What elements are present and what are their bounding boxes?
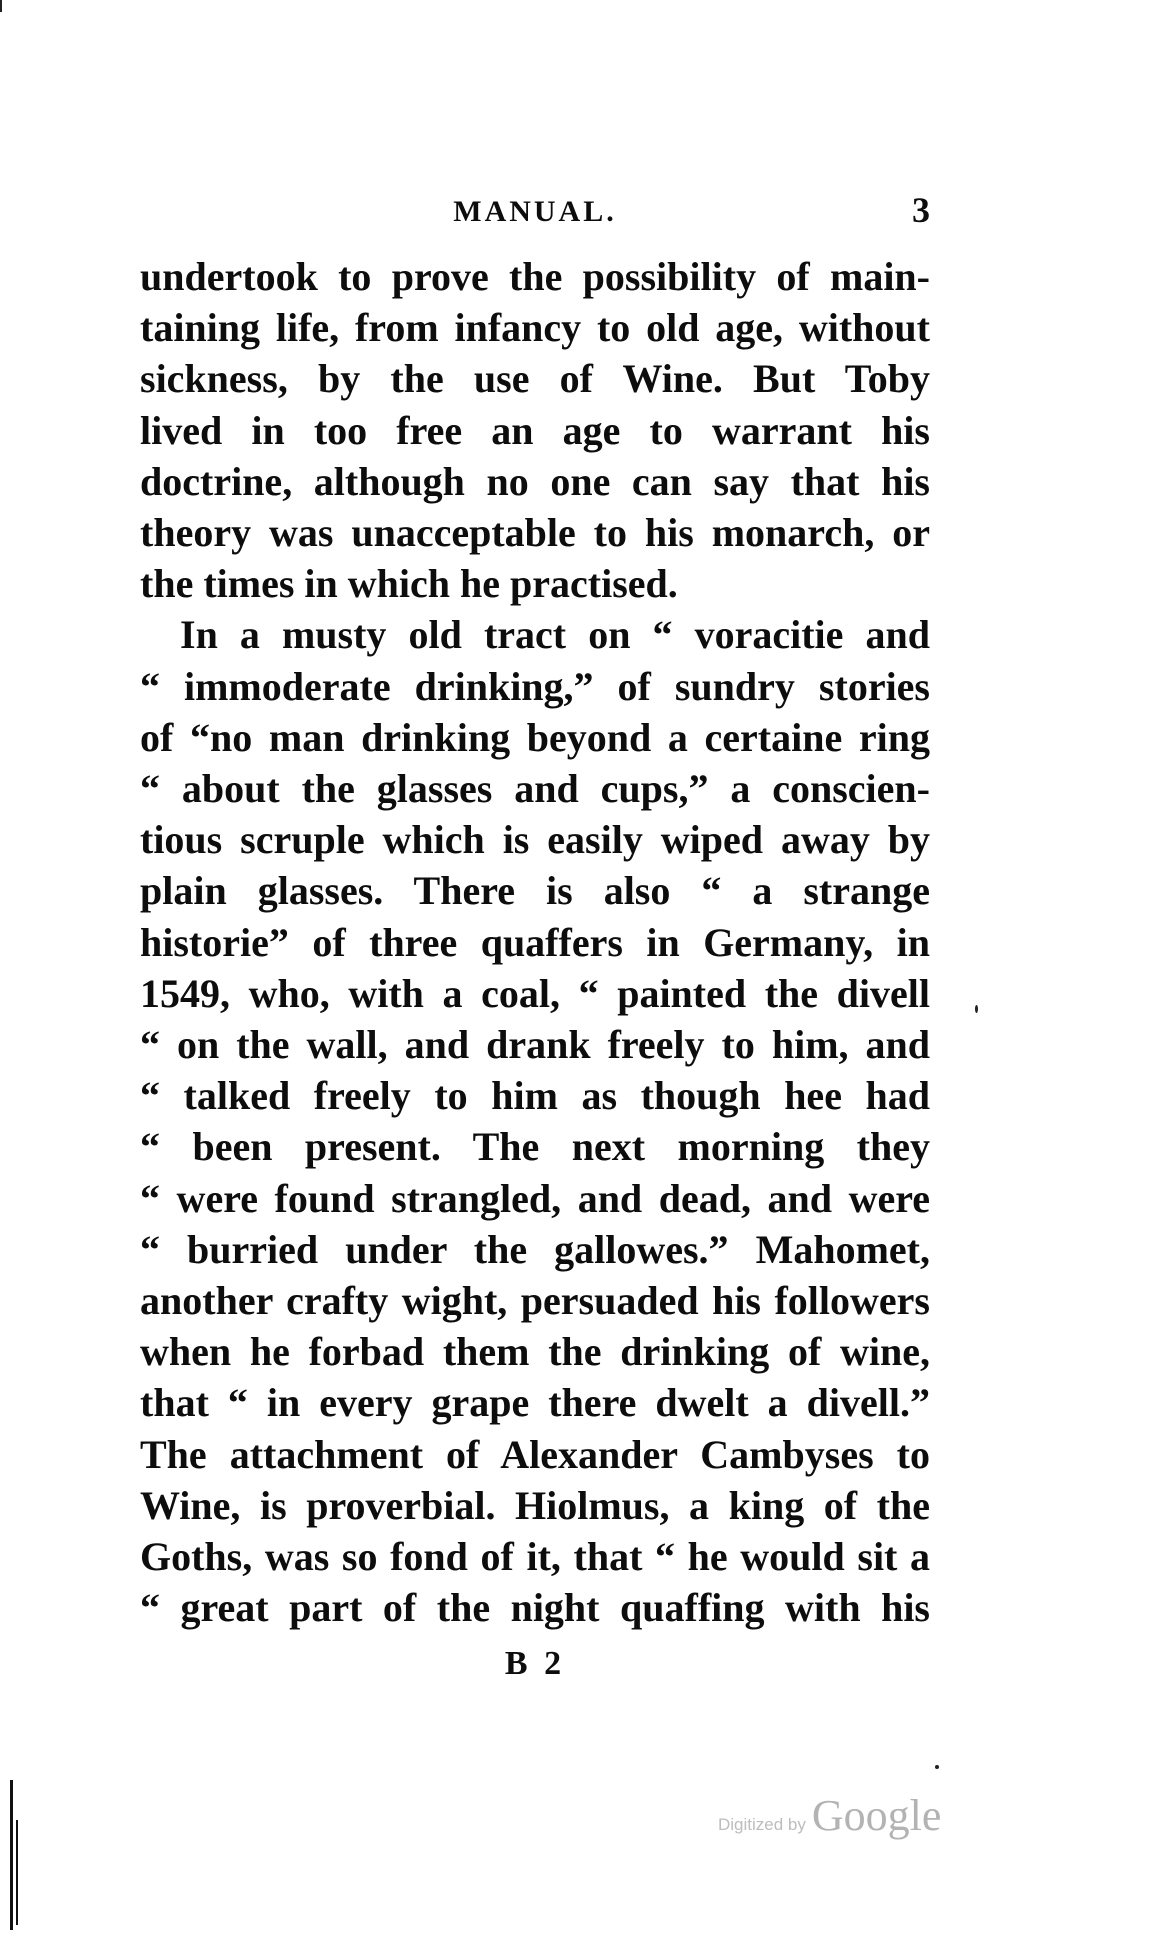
text-line: lived in too free an age to warrant his (140, 407, 930, 453)
text-line: “ burried under the gallowes.” Mahomet, (140, 1226, 930, 1272)
text-line: “ been present. The next morning they (140, 1124, 930, 1170)
text-line: Goths, was so fond of it, that “ he would sit a (140, 1534, 930, 1580)
text-line: taining life, from infancy to old age, without (140, 305, 930, 351)
digitized-watermark (718, 1790, 941, 1841)
text-line: sickness, by the use of Wine. But Toby (140, 356, 930, 402)
text-line: The attachment of Alexander Cambyses to (140, 1431, 930, 1477)
text-line: Wine, is proverbial. Hiolmus, a king of the (140, 1482, 930, 1528)
running-head-title: MANUAL. (453, 195, 617, 228)
text-line: “ great part of the night quaffing with his (140, 1585, 930, 1631)
text-line: the times in which he practised. (140, 561, 678, 607)
scan-edge-mark (16, 1820, 18, 1925)
google-logo: Google (811, 1791, 942, 1840)
text-line: historie” of three quaffers in Germany, in (140, 919, 930, 965)
scan-edge-mark (0, 0, 2, 12)
text-line: that “ in every grape there dwelt a divell.” (140, 1380, 930, 1426)
text-line: “ about the glasses and cups,” a conscien- (140, 766, 930, 812)
text-line: another crafty wight, persuaded his followers (140, 1278, 930, 1324)
text-line: 1549, who, with a coal, “ painted the divell (140, 970, 930, 1016)
text-line: when he forbad them the drinking of wine, (140, 1329, 930, 1375)
scan-speck (975, 1005, 978, 1013)
text-line: of “no man drinking beyond a certaine ring (140, 714, 930, 760)
text-line: plain glasses. There is also “ a strange (140, 868, 930, 914)
text-line: “ talked freely to him as though hee had (140, 1073, 930, 1119)
text-line: theory was unacceptable to his monarch, or (140, 510, 930, 556)
text-line: “ were found strangled, and dead, and were (140, 1175, 930, 1221)
text-line: undertook to prove the possibility of main- (140, 254, 930, 299)
page-number: 3 (912, 190, 930, 230)
paragraph-2 (140, 609, 930, 1633)
text-line: In a musty old tract on “ voracitie and (180, 612, 930, 658)
watermark-prefix: Digitized by (718, 1815, 806, 1834)
text-line: tious scruple which is easily wiped away by (140, 817, 930, 863)
text-line: “ on the wall, and drank freely to him, and (140, 1022, 930, 1068)
paragraph-1 (140, 251, 930, 609)
text-line: doctrine, although no one can say that his (140, 458, 930, 504)
book-page (140, 190, 930, 1683)
scan-speck (935, 1765, 939, 1769)
signature-mark: B 2 (504, 1645, 566, 1683)
running-head (140, 190, 930, 243)
text-line: “ immoderate drinking,” of sundry stories (140, 663, 930, 709)
scan-edge-mark (10, 1780, 13, 1930)
